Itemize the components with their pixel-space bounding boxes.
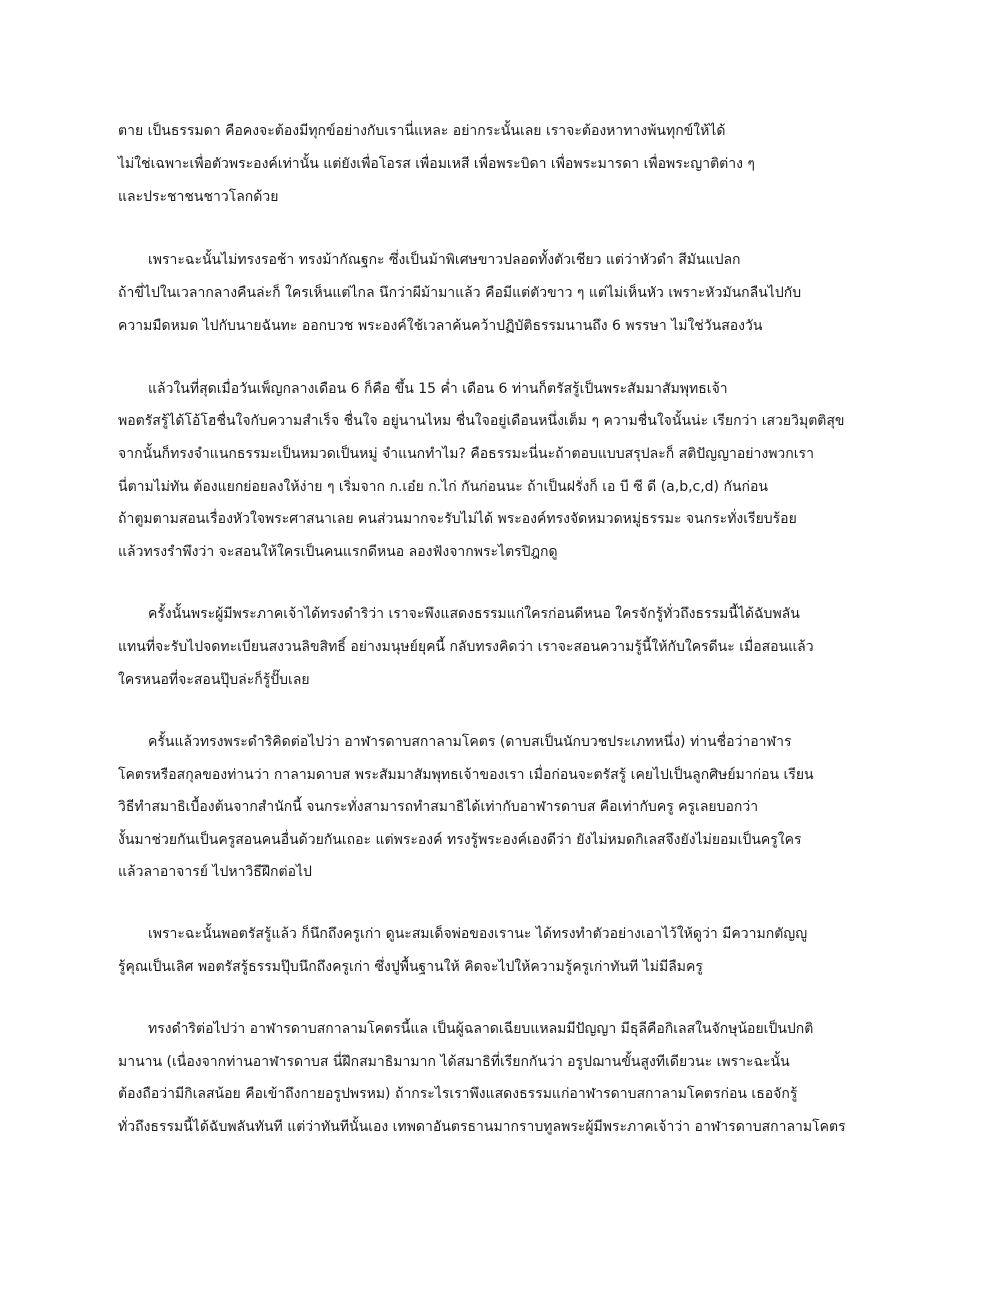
paragraph-5-line-3: วิธีทำสมาธิเบื้องต้นจากสำนักนี้ จนกระทั่งสามารถทำสมาธิได้เท่ากับอาฬารดาบส คือเท่ากับครู ครูเลยบอกว่า (118, 799, 759, 815)
paragraph-3-line-5: ถ้าตูมตามสอนเรื่องหัวใจพระศาสนาเลย คนส่วนมากจะรับไม่ได้ พระองค์ทรงจัดหมวดหมู่ธรรมะ จนกระทั่งเรียบร้อย (118, 511, 797, 527)
paragraph-7-line-4: ทั่วถึงธรรมนี้ได้ฉับพลันทันที แต่ว่าทันทีนั้นเอง เทพดาอันตรธานมากราบทูลพระผู้มีพระภาคเจ้าว่า อาฬารดาบสกาลามโคตร (118, 1119, 846, 1135)
paragraph-2-line-1: เพราะฉะนั้นไม่ทรงรอช้า ทรงม้ากัณฐกะ ซึ่งเป็นม้าพิเศษขาวปลอดทั้งตัวเชียว แต่ว่าหัวดำ สีมันแปลก (148, 252, 741, 268)
paragraph-3-line-3: จากนั้นก็ทรงจำแนกธรรมะเป็นหมวดเป็นหมู่ จำแนกทำไม? คือธรรมะนี่นะถ้าตอบแบบสรุปละก็ สติปัญญาอย่างพวกเรา (118, 446, 814, 462)
paragraph-2-line-3: ความมืดหมด ไปกับนายฉันทะ ออกบวช พระองค์ใช้เวลาค้นคว้าปฏิบัติธรรมนานถึง 6 พรรษา ไม่ใช่วันสองวัน (118, 318, 763, 334)
paragraph-4-line-2: แทนที่จะรับไปจดทะเบียนสงวนลิขสิทธิ์ อย่างมนุษย์ยุคนี้ กลับทรงคิดว่า เราจะสอนความรู้นี้ให้กับใครดีนะ เมื่อสอนแล้ว (118, 639, 814, 655)
paragraph-3-line-2: พอตรัสรู้ได้โอ้โฮชื่นใจกับความสำเร็จ ชื่นใจ อยู่นานไหม ชื่นใจอยู่เดือนหนึ่งเต็ม ๆ ความชื่นใจนั้นน่ะ เรียกว่า เสวยวิมุตติสุข (118, 413, 845, 429)
paragraph-5-line-2: โคตรหรือสกุลของท่านว่า กาลามดาบส พระสัมมาสัมพุทธเจ้าของเรา เมื่อก่อนจะตรัสรู้ เคยไปเป็นลูกศิษย์มาก่อน เรียน (118, 767, 814, 783)
paragraph-3-line-6: แล้วทรงรำพึงว่า จะสอนให้ใครเป็นคนแรกดีหนอ ลองฟังจากพระไตรปิฎกดู (118, 544, 558, 560)
paragraph-2-line-2: ถ้าขี่ไปในเวลากลางคืนล่ะก็ ใครเห็นแต่ไกล นึกว่าผีม้ามาแล้ว คือมีแต่ตัวขาว ๆ แต่ไม่เห็นหัว เพราะหัวมันกลืนไปกับ (118, 285, 802, 301)
paragraph-6-line-1: เพราะฉะนั้นพอตรัสรู้แล้ว ก็นึกถึงครูเก่า ดูนะสมเด็จพ่อของเรานะ ได้ทรงทำตัวอย่างเอาไว้ให้ดูว่า มีความกตัญญู (148, 926, 808, 942)
paragraph-3-line-4: นี่ตามไม่ทัน ต้องแยกย่อยลงให้ง่าย ๆ เริ่มจาก ก.เอ๋ย ก.ไก่ กันก่อนนะ ถ้าเป็นฝรั่งก็ เอ บี ซี ดี (a,b,c,d) กันก่อน (118, 479, 768, 495)
paragraph-4-line-1: ครั้งนั้นพระผู้มีพระภาคเจ้าได้ทรงดำริว่า เราจะพึงแสดงธรรมแก่ใครก่อนดีหนอ ใครจักรู้ทั่วถึงธรรมนี้ได้ฉับพลัน (148, 606, 800, 622)
paragraph-1-line-2: ไม่ใช่เฉพาะเพื่อตัวพระองค์เท่านั้น แต่ยังเพื่อโอรส เพื่อมเหสี เพื่อพระบิดา เพื่อพระมารดา เพื่อพระญาติต่าง ๆ (118, 156, 755, 172)
paragraph-5-line-5: แล้วลาอาจารย์ ไปหาวิธีฝึกต่อไป (118, 864, 312, 880)
paragraph-3-line-1: แล้วในที่สุดเมื่อวันเพ็ญกลางเดือน 6 ก็คือ ขึ้น 15 ค่ำ เดือน 6 ท่านก็ตรัสรู้เป็นพระสัมมาสัมพุทธเจ้า (148, 381, 728, 397)
paragraph-5-line-1: ครั้นแล้วทรงพระดำริคิดต่อไปว่า อาฬารดาบสกาลามโคตร (ดาบสเป็นนักบวชประเภทหนึ่ง) ท่านชื่อว่าอาฬาร (148, 734, 792, 750)
paragraph-5-line-4: งั้นมาช่วยกันเป็นครูสอนคนอื่นด้วยกันเถอะ แต่พระองค์ ทรงรู้พระองค์เองดีว่า ยังไม่หมดกิเลสจึงยังไม่ยอมเป็นครูใคร (118, 832, 802, 848)
paragraph-1-line-3: และประชาชนชาวโลกด้วย (118, 189, 279, 205)
paragraph-7-line-3: ต้องถือว่ามีกิเลสน้อย คือเข้าถึงกายอรูปพรหม) ถ้ากระไรเราพึงแสดงธรรมแก่อาฬารดาบสกาลามโคตรก่อน เธอจักรู้ (118, 1086, 798, 1102)
paragraph-6-line-2: รู้คุณเป็นเลิศ พอตรัสรู้ธรรมปุ๊บนึกถึงครูเก่า ซึ่งปูพื้นฐานให้ คิดจะไปให้ความรู้ครูเก่าทันที ไม่มีลืมครู (118, 959, 703, 975)
paragraph-7-line-2: มานาน (เนื่องจากท่านอาฬารดาบส นี่ฝึกสมาธิมามาก ได้สมาธิที่เรียกกันว่า อรูปฌานขั้นสูงทีเดียวนะ เพราะฉะนั้น (118, 1054, 790, 1070)
paragraph-7-line-1: ทรงดำริต่อไปว่า อาฬารดาบสกาลามโคตรนี้แล เป็นผู้ฉลาดเฉียบแหลมมีปัญญา มีธุลีคือกิเลสในจักษุน้อยเป็นปกติ (148, 1021, 814, 1037)
paragraph-1-line-1: ตาย เป็นธรรมดา คือคงจะต้องมีทุกข์อย่างกับเรานี่แหละ อย่ากระนั้นเลย เราจะต้องหาทางพ้นทุกข์ให้ได้ (118, 123, 726, 139)
paragraph-4-line-3: ใครหนอที่จะสอนปุ๊บล่ะก็รู้ปั๊บเลย (118, 672, 310, 688)
